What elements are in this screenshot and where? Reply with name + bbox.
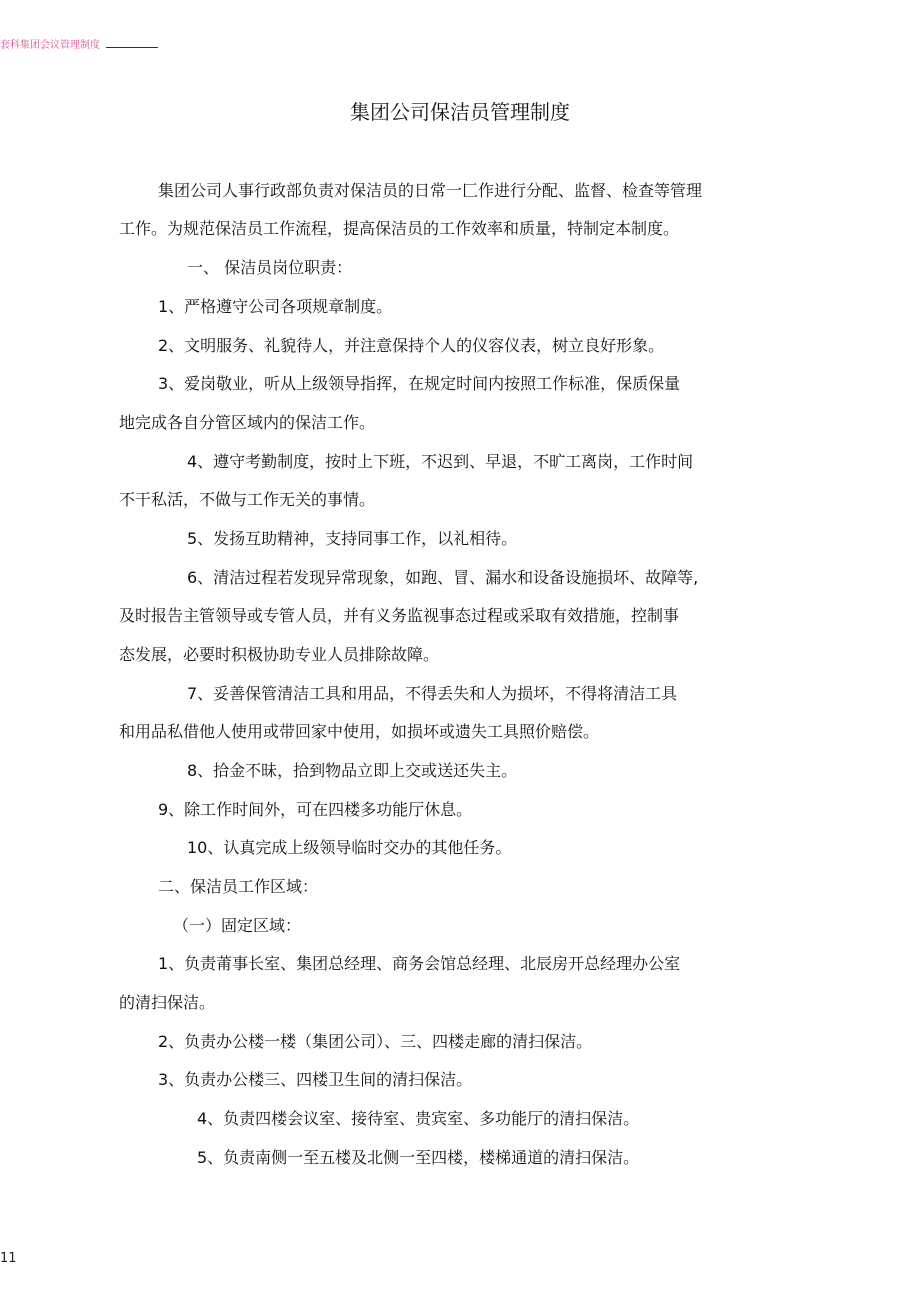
page-number: 11: [0, 1251, 17, 1266]
header-rule: [106, 47, 158, 48]
list-item-continuation: 的清扫保洁。: [119, 993, 216, 1012]
list-item: 3、爱岗敬业，听从上级领导指挥，在规定时间内按照工作标准，保质保量: [158, 374, 681, 393]
list-item: 2、负责办公楼一楼（集团公司）、三、四楼走廊的清扫保洁。: [158, 1032, 593, 1051]
list-item: 4、负责四楼会议室、接待室、贵宾室、多功能厅的清扫保洁。: [197, 1109, 640, 1128]
list-item: 10、认真完成上级领导临时交办的其他任务。: [187, 838, 512, 857]
list-item: 5、负责南侧一至五楼及北侧一至四楼，楼梯通道的清扫保洁。: [197, 1148, 640, 1167]
list-item: 8、拾金不昧，拾到物品立即上交或送还失主。: [187, 761, 518, 780]
list-item: 3、负责办公楼三、四楼卫生间的清扫保洁。: [158, 1070, 473, 1089]
header-text: 套科集团会议管理制度: [0, 40, 100, 51]
document-title: 集团公司保洁员管理制度: [350, 100, 570, 124]
list-item: 6、清洁过程若发现异常现象，如跑、冒、漏水和设备设施损坏、故障等,: [187, 568, 699, 587]
paragraph-line: 集团公司人事行政部负责对保洁员的日常一匚作进行分配、监督、检查等管理: [158, 181, 703, 200]
running-header: [0, 36, 158, 51]
list-item-continuation: 和用品私借他人使用或带回家中使用，如损坏或遗失工具照价赔偿。: [119, 722, 600, 741]
list-item: 5、发扬互助精神，支持同事工作，以礼相待。: [187, 529, 518, 548]
list-item: 7、妥善保管清洁工具和用品，不得丢失和人为损坏，不得将清洁工具: [187, 684, 678, 703]
list-item: 4、遵守考勤制度，按时上下班，不迟到、早退，不旷工离岗，工作时间: [187, 452, 694, 471]
list-item-continuation: 及时报告主管领导或专管人员，并有义务监视事态过程或采取有效措施，控制事: [119, 606, 680, 625]
list-item-continuation: 态发展，必要时积极协助专业人员排除故障。: [119, 645, 440, 664]
section-heading: 一、 保洁员岗位职责：: [187, 258, 353, 277]
list-item-continuation: 地完成各自分管区域内的保洁工作。: [119, 413, 376, 432]
list-item: 2、文明服务、礼貌待人，并注意保持个人的仪容仪表，树立良好形象。: [158, 336, 665, 355]
list-item: 9、除工作时间外，可在四楼多功能厅休息。: [158, 800, 473, 819]
list-item: 1、严格遵守公司各项规章制度。: [158, 297, 393, 316]
subsection-heading: （一）固定区域：: [173, 916, 302, 935]
list-item-continuation: 不干私活，不做与工作无关的事情。: [119, 490, 376, 509]
paragraph-line: 工作。为规范保洁员工作流程，提高保洁员的工作效率和质量，特制定本制度。: [119, 219, 680, 238]
list-item: 1、负责莆事长室、集团总经理、商务会馆总经理、北辰房开总经理办公室: [158, 954, 681, 973]
section-heading: 二、保洁员工作区域：: [158, 877, 319, 896]
